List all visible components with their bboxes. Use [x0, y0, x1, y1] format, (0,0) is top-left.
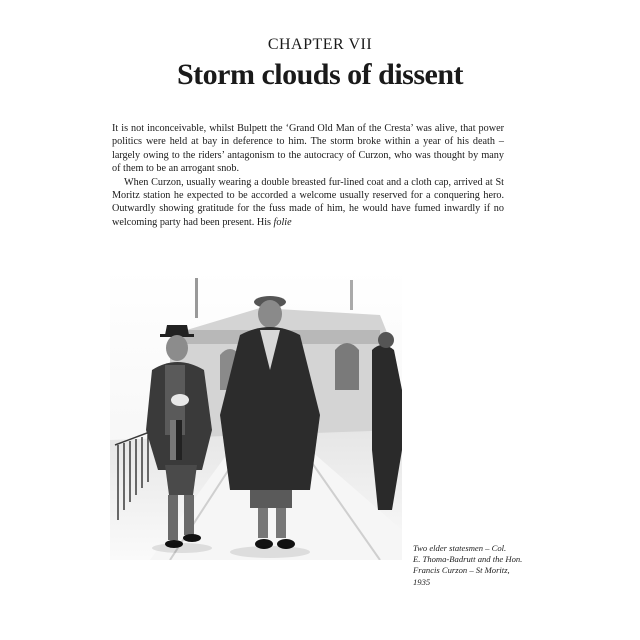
paragraph-text: When Curzon, usually wearing a double breasted fur-lined coat and a cloth cap, arrived at St Moritz station he expected to be accorded a welcome usually reserved for a conquering hero. Outwardly showing gratitude for the fuss made of him, he would have fumed inwardly if no welcoming party had been present. His: [112, 176, 504, 228]
caption-line: E. Thoma-Badrutt and the Hon.: [413, 554, 523, 565]
caption-line: Two elder statesmen – Col.: [413, 543, 507, 553]
photo-caption: [413, 543, 543, 588]
paragraph: [112, 176, 504, 230]
body-text: [112, 122, 504, 229]
photograph: [110, 270, 402, 560]
photograph-two-men-walking-icon: [110, 270, 402, 560]
caption-line: 1935: [413, 576, 431, 587]
caption-line: Francis Curzon – St Moritz,: [413, 565, 510, 576]
chapter-number: CHAPTER VII: [267, 36, 373, 53]
chapter-title: Storm clouds of dissent: [176, 58, 464, 91]
italic-word: folie: [273, 216, 292, 228]
paragraph: It is not inconceivable, whilst Bulpett the ‘Grand Old Man of the Cresta’ was alive, that power politics were held at bay in deference to him. The storm broke within a year of his death – largely owing to the riders’ antagonism to the autocracy of Curzon, who was thought by many of them to be an arrogant snob.: [112, 123, 504, 175]
